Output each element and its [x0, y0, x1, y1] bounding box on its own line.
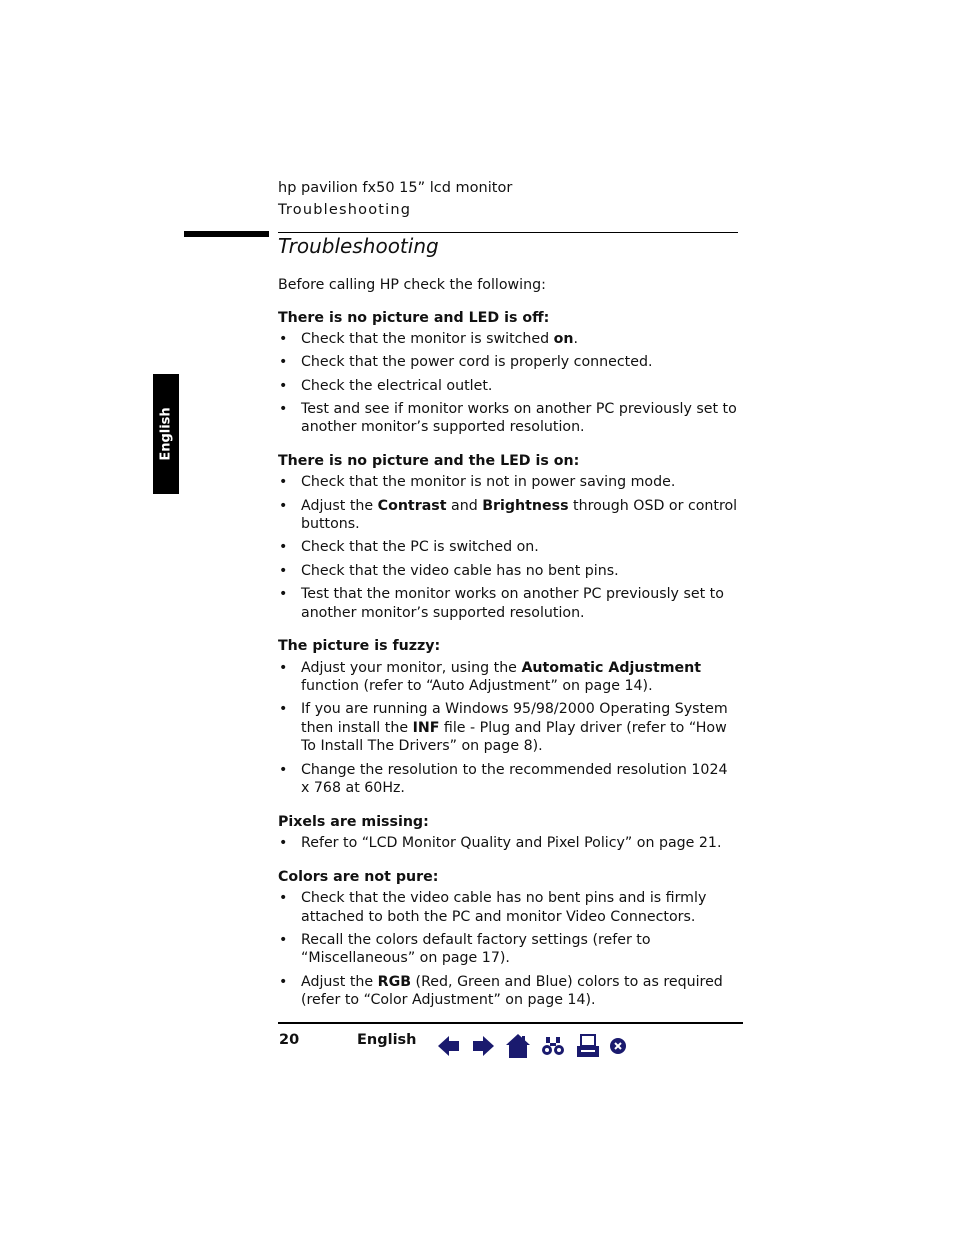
intro-text: Before calling HP check the following:	[278, 277, 546, 293]
item-text: function (refer to “Auto Adjustment” on page 14).	[301, 678, 653, 695]
item-text: Adjust the	[301, 973, 378, 990]
list-item	[278, 889, 740, 926]
bold-term: INF	[412, 719, 440, 736]
sections-container	[278, 309, 740, 1010]
item-text: Adjust the	[301, 497, 378, 514]
forward-arrow-icon[interactable]	[470, 1033, 496, 1059]
list-item	[278, 834, 740, 853]
list-item	[278, 330, 740, 349]
header-rule-thick	[184, 231, 269, 237]
list-item	[278, 659, 740, 696]
list-item	[278, 562, 740, 581]
list-item	[278, 585, 740, 622]
section-heading: The picture is fuzzy:	[278, 638, 441, 655]
header-rule	[278, 232, 738, 233]
item-text: Check that the video cable has no bent pins.	[301, 562, 619, 579]
bold-term: RGB	[377, 973, 412, 990]
item-text: Check the electrical outlet.	[301, 377, 493, 394]
bullet-list	[278, 659, 740, 798]
list-item	[278, 377, 740, 396]
item-text: Change the resolution to the recommended resolution 1024 x 768 at 60Hz.	[301, 761, 728, 797]
list-item	[278, 700, 740, 756]
bullet-list	[278, 473, 740, 622]
bold-term: Contrast	[377, 497, 447, 514]
item-text: Recall the colors default factory settings (refer to “Miscellaneous” on page 17).	[301, 931, 651, 967]
close-icon[interactable]	[606, 1033, 632, 1059]
section-heading: Pixels are missing:	[278, 813, 429, 830]
header-section: Troubleshooting	[278, 202, 412, 218]
section-heading: There is no picture and the LED is on:	[278, 452, 580, 469]
side-language-tab	[153, 374, 179, 494]
bold-term: on	[553, 331, 574, 347]
item-text: and	[446, 497, 483, 514]
item-text: through OSD or control buttons.	[301, 497, 738, 533]
bold-term: Brightness	[482, 497, 569, 514]
print-icon[interactable]	[575, 1033, 601, 1059]
page-title: Troubleshooting	[278, 234, 439, 258]
list-item	[278, 931, 740, 968]
item-text: (Red, Green and Blue) colors to as required (refer to “Color Adjustment” on page 14).	[301, 973, 723, 1009]
item-text: Test and see if monitor works on another PC previously set to another monitor’s supported resolution.	[301, 400, 737, 436]
binoculars-search-icon[interactable]	[540, 1033, 566, 1059]
section-heading: There is no picture and LED is off:	[278, 309, 550, 326]
list-item	[278, 761, 740, 798]
item-text: Check that the PC is switched on.	[301, 539, 539, 556]
item-text: Test that the monitor works on another PC previously set to another monitor’s supported resolution.	[301, 586, 724, 621]
list-item	[278, 353, 740, 372]
list-item	[278, 473, 740, 492]
back-arrow-icon[interactable]	[436, 1033, 462, 1059]
footer-language: English	[357, 1032, 417, 1048]
bullet-list	[278, 834, 740, 853]
bullet-list	[278, 330, 740, 437]
side-tab-label: English	[158, 407, 174, 461]
item-text: file - Plug and Play driver (refer to “How To Install The Drivers” on page 8).	[301, 719, 727, 755]
list-item	[278, 497, 740, 534]
item-text: If you are running a Windows 95/98/2000 Operating System then install the	[301, 701, 728, 736]
main-content	[278, 276, 740, 1025]
bullet-list	[278, 889, 740, 1010]
list-item	[278, 538, 740, 557]
section-heading: Colors are not pure:	[278, 868, 439, 885]
list-item	[278, 973, 740, 1010]
item-text: Check that the video cable has no bent pins and is firmly attached to both the PC and monitor Video Connectors.	[301, 890, 707, 925]
item-text: .	[573, 331, 579, 347]
page-number: 20	[279, 1032, 300, 1048]
home-icon[interactable]	[505, 1033, 531, 1059]
item-text: Check that the power cord is properly connected.	[301, 354, 653, 371]
item-text: Check that the monitor is switched	[301, 331, 554, 347]
footer-rule	[278, 1022, 743, 1024]
header-product: hp pavilion fx50 15” lcd monitor	[278, 180, 513, 196]
bold-term: Automatic Adjustment	[521, 659, 702, 676]
item-text: Check that the monitor is not in power saving mode.	[301, 474, 676, 491]
item-text: Refer to “LCD Monitor Quality and Pixel Policy” on page 21.	[301, 835, 722, 852]
item-text: Adjust your monitor, using the	[301, 659, 522, 676]
list-item	[278, 400, 740, 437]
